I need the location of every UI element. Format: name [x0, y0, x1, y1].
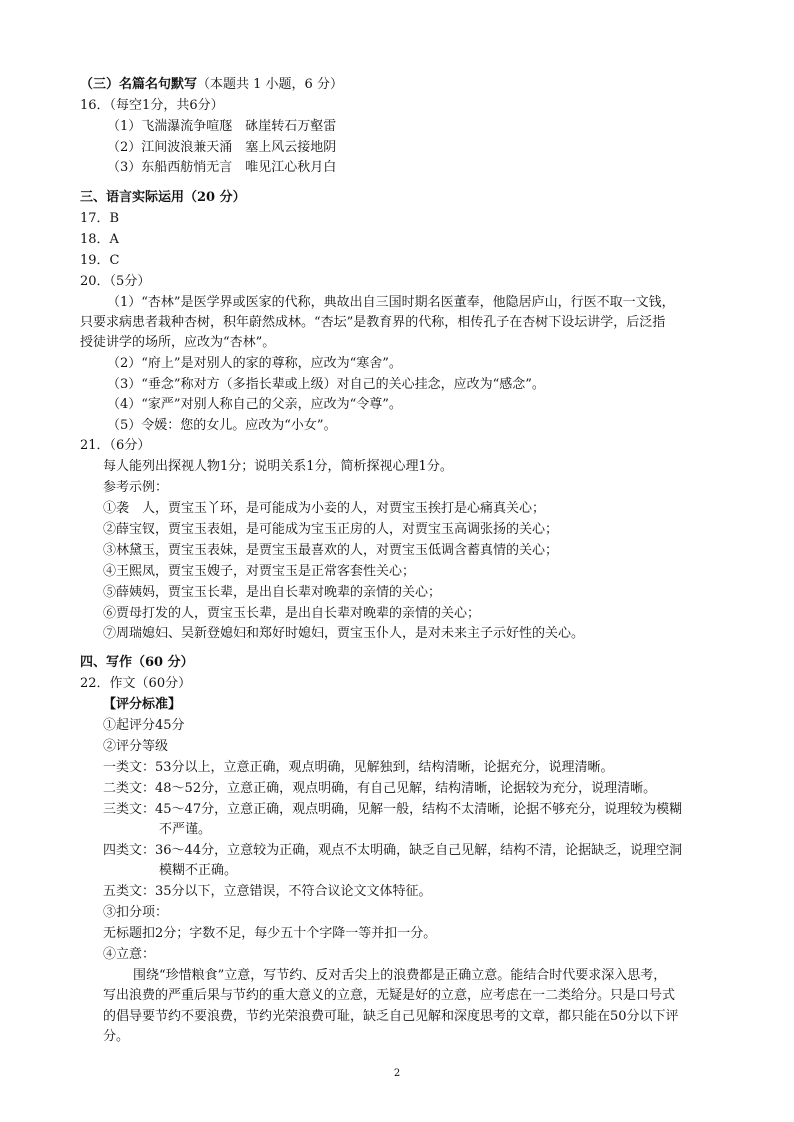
theme-line-1: 围绕“珍惜粮食”立意，写节约、反对舌尖上的浪费都是正确立意。能结合时代要求深入思考， — [133, 968, 667, 983]
q20-p1-line-3: 授徒讲学的场所，应改为“杏林”。 — [80, 335, 276, 350]
q21-example-2: ②薛宝钗，贾宝玉表姐，是可能成为宝玉正房的人，对贾宝玉高调张扬的关心； — [103, 522, 559, 537]
q21-header: 21．（6分） — [80, 438, 151, 453]
q20-item-5: （5）令媛：您的女儿。应改为“小女”。 — [107, 418, 337, 433]
q21-example-1: ①袭 人，贾宝玉丫环，是可能成为小妾的人，对贾宝玉挨打是心痛真关心； — [103, 501, 546, 516]
criteria-item-4: ④立意： — [103, 947, 156, 962]
part-heading-4: 四、写作（60 分） — [80, 655, 194, 670]
criteria-item-1: ①起评分45分 — [103, 718, 185, 733]
answer-17: 17．B — [80, 211, 120, 226]
answer-19: 19．C — [80, 253, 120, 268]
q21-reference: 参考示例： — [103, 480, 169, 495]
grade-3-cont: 不严谨。 — [159, 822, 212, 837]
criteria-item-2: ②评分等级 — [103, 739, 169, 754]
theme-line-4: 分。 — [103, 1029, 130, 1044]
criteria-item-3: ③扣分项： — [103, 905, 169, 920]
q16-line-2: （2）江间波浪兼天涌 塞上风云接地阴 — [107, 140, 337, 155]
criteria-title: 【评分标准】 — [103, 697, 182, 712]
q21-rule: 每人能列出探视人物1分；说明关系1分，简析探视心理1分。 — [103, 459, 453, 474]
grade-4: 四类文：36～44分，立意较为正确，观点不太明确，缺乏自己见解，结构不清，论据缺乏，说理空洞 — [103, 843, 683, 858]
grade-1: 一类文：53分以上，立意正确，观点明确，见解独到，结构清晰，论据充分，说理清晰。 — [103, 760, 614, 775]
q21-example-6: ⑥贾母打发的人，贾宝玉长辈，是出自长辈对晚辈的亲情的关心； — [103, 606, 481, 621]
q20-item-2: （2）“府上”是对别人的家的尊称，应改为“寒舍”。 — [107, 356, 402, 371]
q16-line-3: （3）东船西舫悄无言 唯见江心秋月白 — [107, 160, 337, 175]
q21-example-7: ⑦周瑞媳妇、吴新登媳妇和郑好时媳妇，贾宝玉仆人，是对未来主子示好性的关心。 — [103, 626, 585, 641]
q21-example-5: ⑤薛姨妈，贾宝玉长辈，是出自长辈对晚辈的亲情的关心； — [103, 585, 442, 600]
q20-item-3: （3）“垂念”称对方（多指长辈或上级）对自己的关心挂念，应改为“感念”。 — [107, 377, 545, 392]
q16-header: 16．（每空1分，共6分） — [80, 98, 224, 113]
part-heading-3: 三、语言实际运用（20 分） — [80, 190, 246, 205]
grade-3: 三类文：45～47分，立意正确，观点明确，见解一般，结构不太清晰，论据不够充分，说理较为模糊 — [103, 802, 683, 817]
q22-header: 22．作文（60分） — [80, 676, 192, 691]
q21-example-3: ③林黛玉，贾宝玉表妹，是贾宝玉最喜欢的人，对贾宝玉低调含蓄真情的关心； — [103, 543, 559, 558]
deduction-rule: 无标题扣2分；字数不足，每少五十个字降一等并扣一分。 — [103, 926, 437, 941]
section-heading-3: （三）名篇名句默写（本题共 1 小题，6 分） — [80, 77, 343, 92]
grade-4-cont: 模糊不正确。 — [159, 863, 238, 878]
grade-2: 二类文：48～52分，立意正确，观点明确，有自己见解，结构清晰，论据较为充分，说理清晰。 — [103, 781, 657, 796]
q20-p1-line-1: （1）“杏林”是医学界或医家的代称，典故出自三国时期名医董奉，他隐居庐山，行医不取一文钱， — [107, 295, 675, 310]
q20-p1-line-2: 只要求病患者栽种杏树，积年蔚然成林。“杏坛”是教育界的代称，相传孔子在杏树下设坛讲学，后泛指 — [80, 315, 666, 330]
answer-18: 18．A — [80, 232, 119, 247]
q16-line-1: （1）飞湍瀑流争喧豗 砯崖转石万壑雷 — [107, 119, 337, 134]
theme-line-2: 写出浪费的严重后果与节约的重大意义的立意，无疑是好的立意，应考虑在一二类给分。只是口号式 — [103, 988, 676, 1003]
q20-header: 20．（5分） — [80, 274, 151, 289]
grade-5: 五类文：35分以下，立意错误，不符合议论文文体特征。 — [103, 884, 432, 899]
q21-example-4: ④王熙凤，贾宝玉嫂子，对贾宝玉是正常客套性关心； — [103, 564, 416, 579]
q20-item-4: （4）“家严”对别人称自己的父亲，应改为“令尊”。 — [107, 397, 402, 412]
theme-line-3: 的倡导要节约不要浪费，节约光荣浪费可耻，缺乏自己见解和深度思考的文章，都只能在50分以下评 — [103, 1009, 679, 1024]
page-number: 2 — [393, 1068, 401, 1079]
